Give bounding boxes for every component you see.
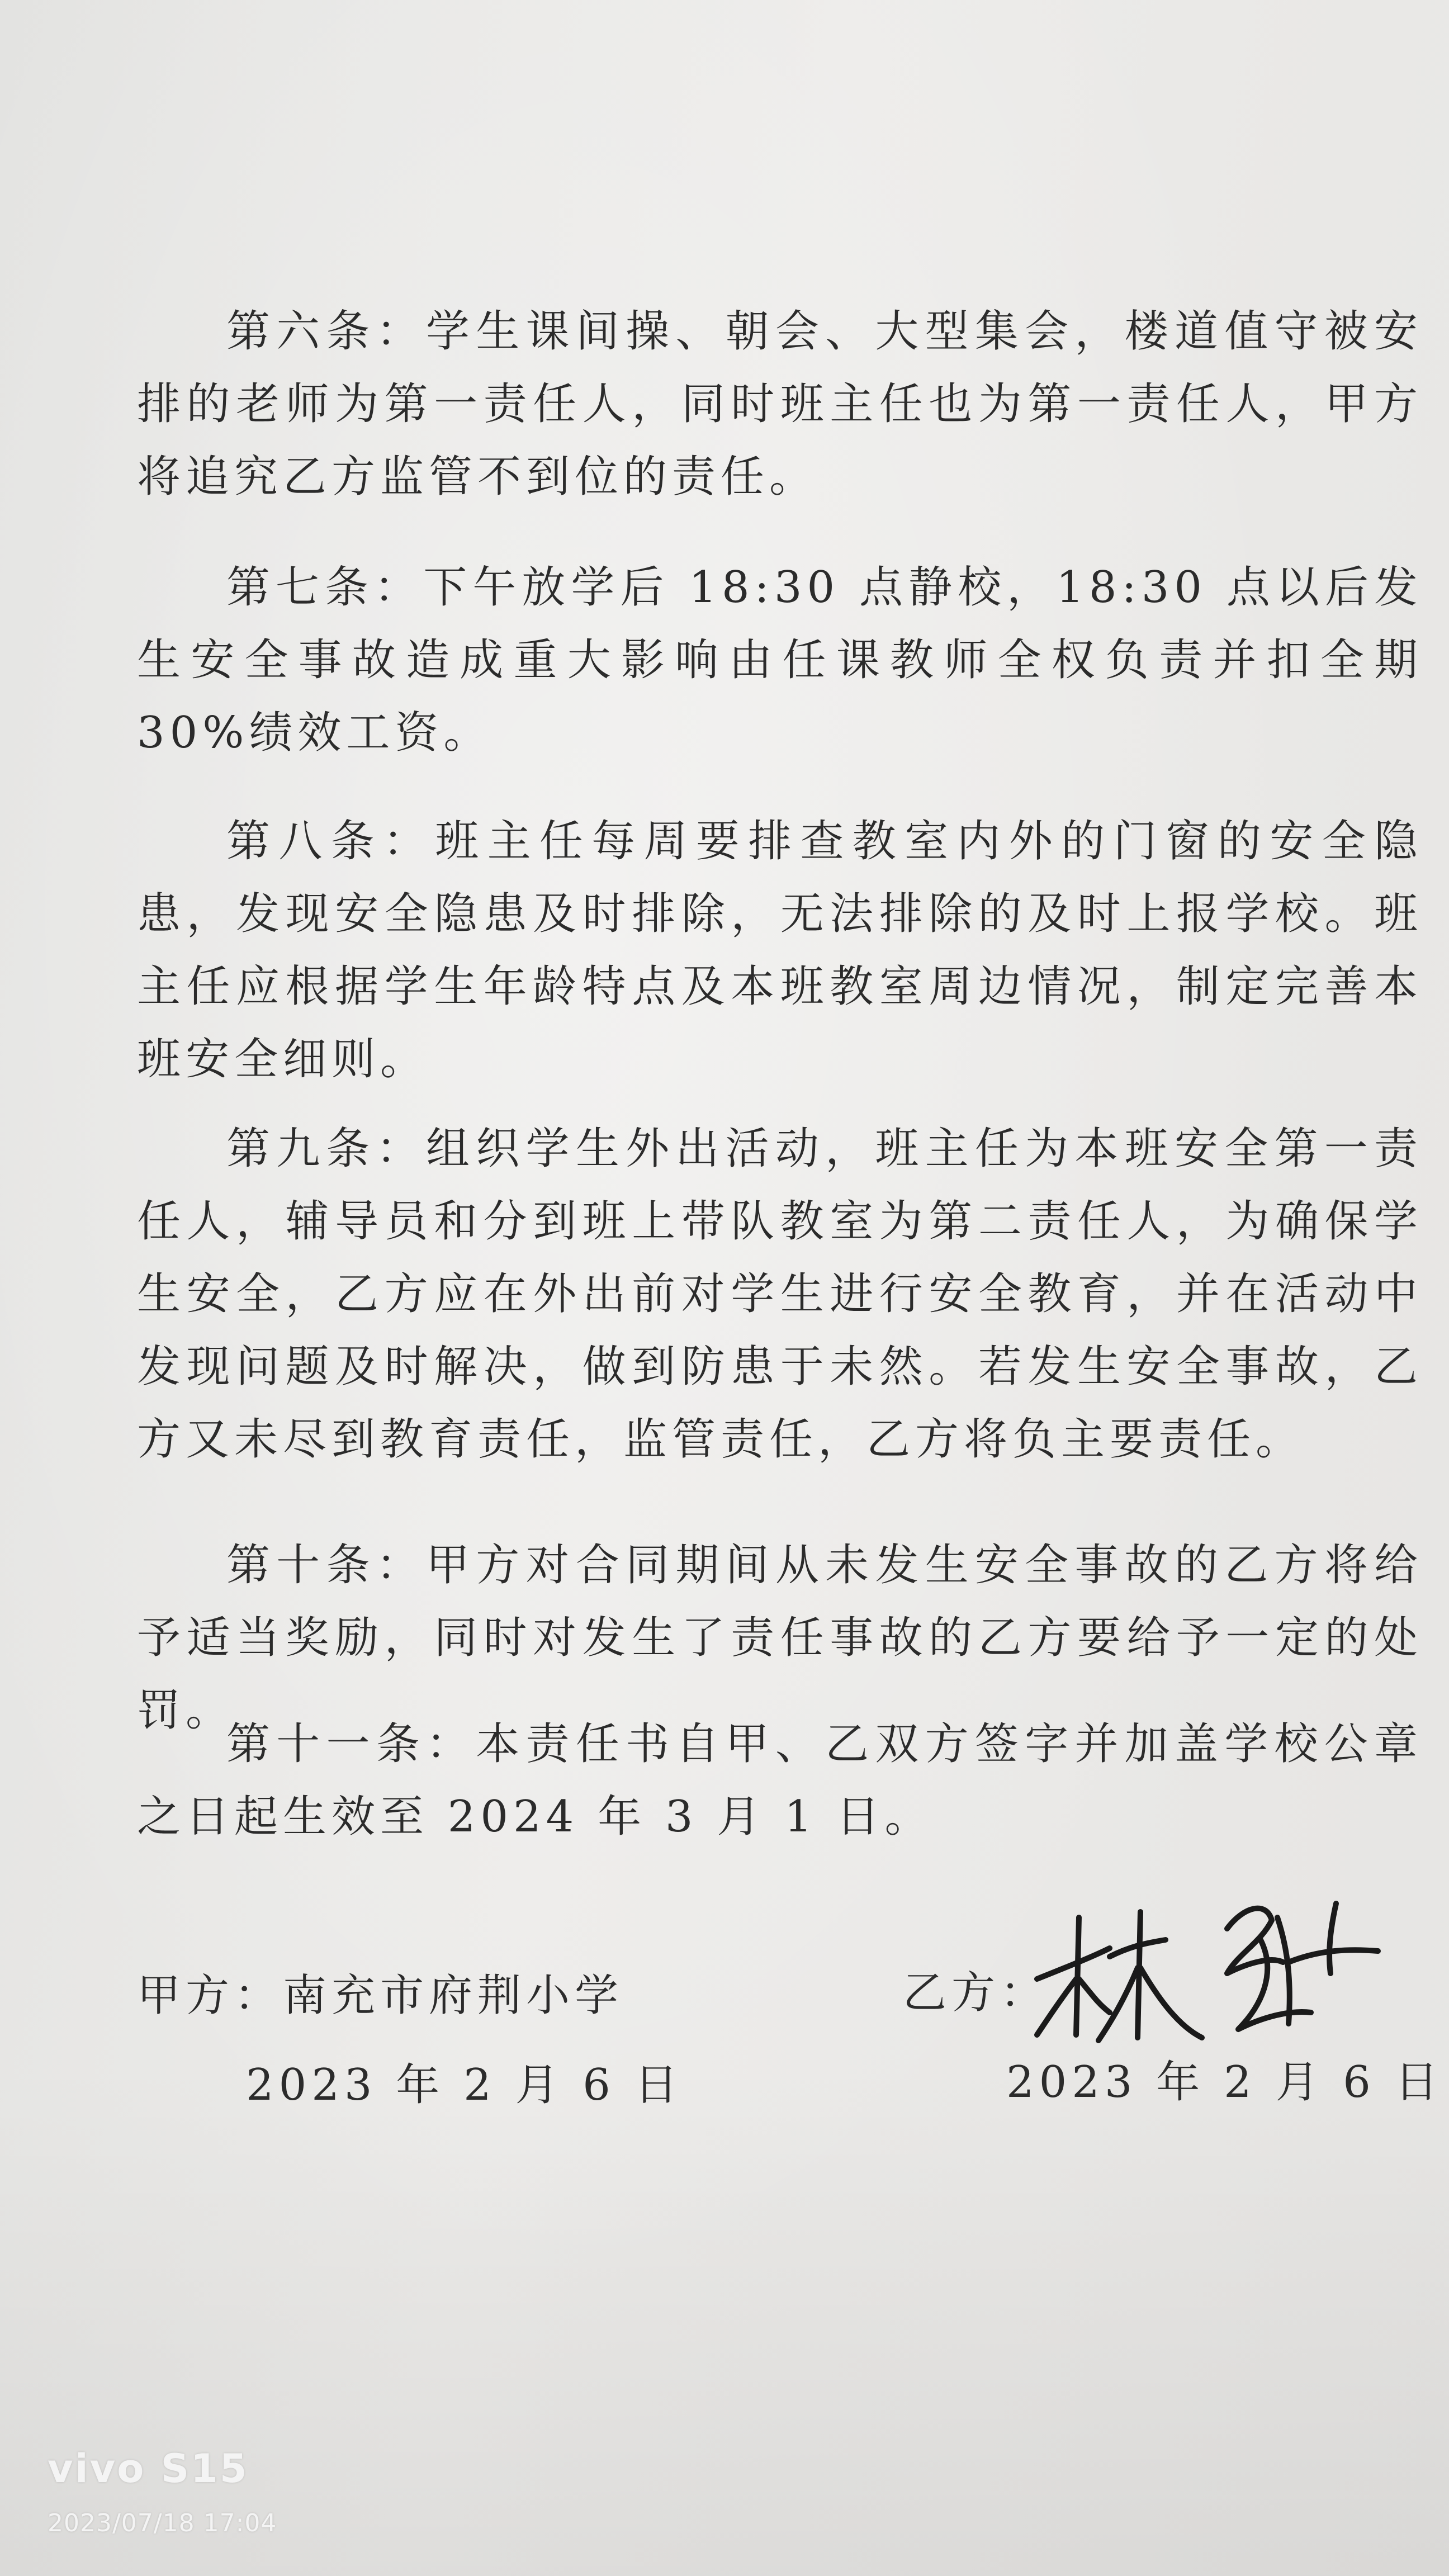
party-b-label: 乙方： [903, 1968, 1049, 2018]
article-10: 第十条：甲方对合同期间从未发生安全事故的乙方将给予适当奖励，同时对发生了责任事故的乙方要给予一定的处罚。 [137, 1540, 1423, 1736]
camera-brand-watermark: vivo S15 [48, 2446, 249, 2492]
article-6: 第六条：学生课间操、朝会、大型集会，楼道值守被安排的老师为第一责任人，同时班主任也为第一责任人，甲方将追究乙方监管不到位的责任。 [137, 306, 1423, 502]
party-a-date: 2023 年 2 月 6 日 [246, 2060, 683, 2110]
party-b-date: 2023 年 2 月 6 日 [1006, 2057, 1443, 2108]
camera-timestamp-watermark: 2023/07/18 17:04 [48, 2509, 277, 2537]
article-7: 第七条：下午放学后 18:30 点静校，18:30 点以后发生安全事故造成重大影响由任课教师全权负责并扣全期 30%绩效工资。 [137, 562, 1423, 758]
handwritten-signature [1026, 1895, 1395, 2063]
article-8: 第八条：班主任每周要排查教室内外的门窗的安全隐患，发现安全隐患及时排除，无法排除的及时上报学校。班主任应根据学生年龄特点及本班教室周边情况，制定完善本班安全细则。 [137, 816, 1423, 1085]
article-9: 第九条：组织学生外出活动，班主任为本班安全第一责任人，辅导员和分到班上带队教室为第二责任人，为确保学生安全，乙方应在外出前对学生进行安全教育，并在活动中发现问题及时解决，做到防患于未然。若发生安全事故，乙方又未尽到教育责任，监管责任，乙方将负主要责任。 [137, 1124, 1423, 1465]
article-11: 第十一条：本责任书自甲、乙双方签字并加盖学校公章之日起生效至 2024 年 3 月 1 日。 [137, 1719, 1423, 1842]
party-a-label: 甲方：南充市府荆小学 [137, 1971, 624, 2021]
